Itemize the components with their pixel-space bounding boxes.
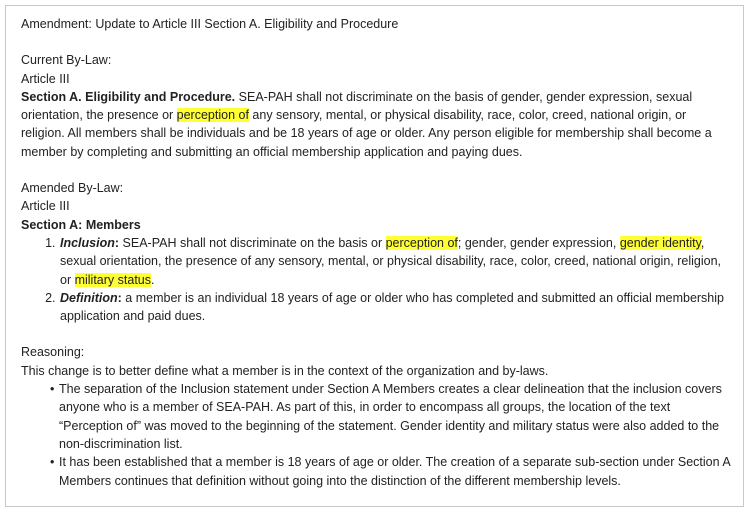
amended-section-title: Section A: Members: [21, 217, 141, 232]
highlight-perception-of: perception of: [385, 235, 458, 250]
list-item-definition: 2. Definition: a member is an individual 18 years of age or older who has completed and submitted an official membership application and paid dues.: [59, 289, 733, 326]
current-text-1: SEA-PAH shall not discriminate on the basis of gender, gender expression, sexual orientation, the presence or: [21, 89, 693, 123]
list-item: • It has been established that a member is 18 years of age or older. The creation of a separate sub-section under Section A Members continues that definition without going into the distinction of the different membership levels.: [59, 453, 733, 490]
amendment-title: Amendment: Update to Article III Section A. Eligibility and Procedure: [21, 17, 399, 31]
reasoning-bullets: [21, 380, 733, 490]
highlight-military-status: military status: [74, 272, 151, 287]
highlight-perception-of: perception of: [176, 108, 249, 123]
current-bylaw-heading: Current By-Law:: [21, 53, 112, 68]
amended-items-list: [21, 234, 733, 325]
inclusion-label: Inclusion: [60, 235, 115, 250]
document-body: [21, 15, 733, 490]
current-text-2: any sensory, mental, or physical disability, race, color, creed, national origin, or religion. All members shall be individuals and be 18 years of age or older. Any person eligible for membership shall become a member by completing and submitting an official membership application and paying dues.: [21, 108, 712, 159]
document-frame: [5, 5, 744, 507]
list-item-inclusion: 1. Inclusion: SEA-PAH shall not discriminate on the basis or perception of; gender, gender expression, gender identity, sexual orientation, the presence of any sensory, mental, or physical disability, race, color, creed, national origin, religion, or military status.: [59, 234, 733, 289]
current-article: Article III: [21, 71, 70, 86]
current-section-paragraph: [21, 88, 733, 161]
amended-article: Article III: [21, 199, 70, 214]
current-section-title: Section A. Eligibility and Procedure.: [21, 89, 236, 104]
list-item: • The separation of the Inclusion statement under Section A Members creates a clear delineation that the inclusion covers anyone who is a member of SEA-PAH. As part of this, in order to encompass all groups, the location of the text “Perception of” was moved to the beginning of the statement. Gender identity and military status were also added to the non-discrimination list.: [59, 380, 733, 453]
reasoning-intro: This change is to better define what a member is in the context of the organization and by-laws.: [21, 363, 549, 378]
reasoning-heading: Reasoning:: [21, 345, 85, 360]
highlight-gender-identity: gender identity: [619, 235, 701, 250]
definition-label: Definition: [60, 290, 118, 305]
amended-bylaw-heading: Amended By-Law:: [21, 181, 124, 196]
